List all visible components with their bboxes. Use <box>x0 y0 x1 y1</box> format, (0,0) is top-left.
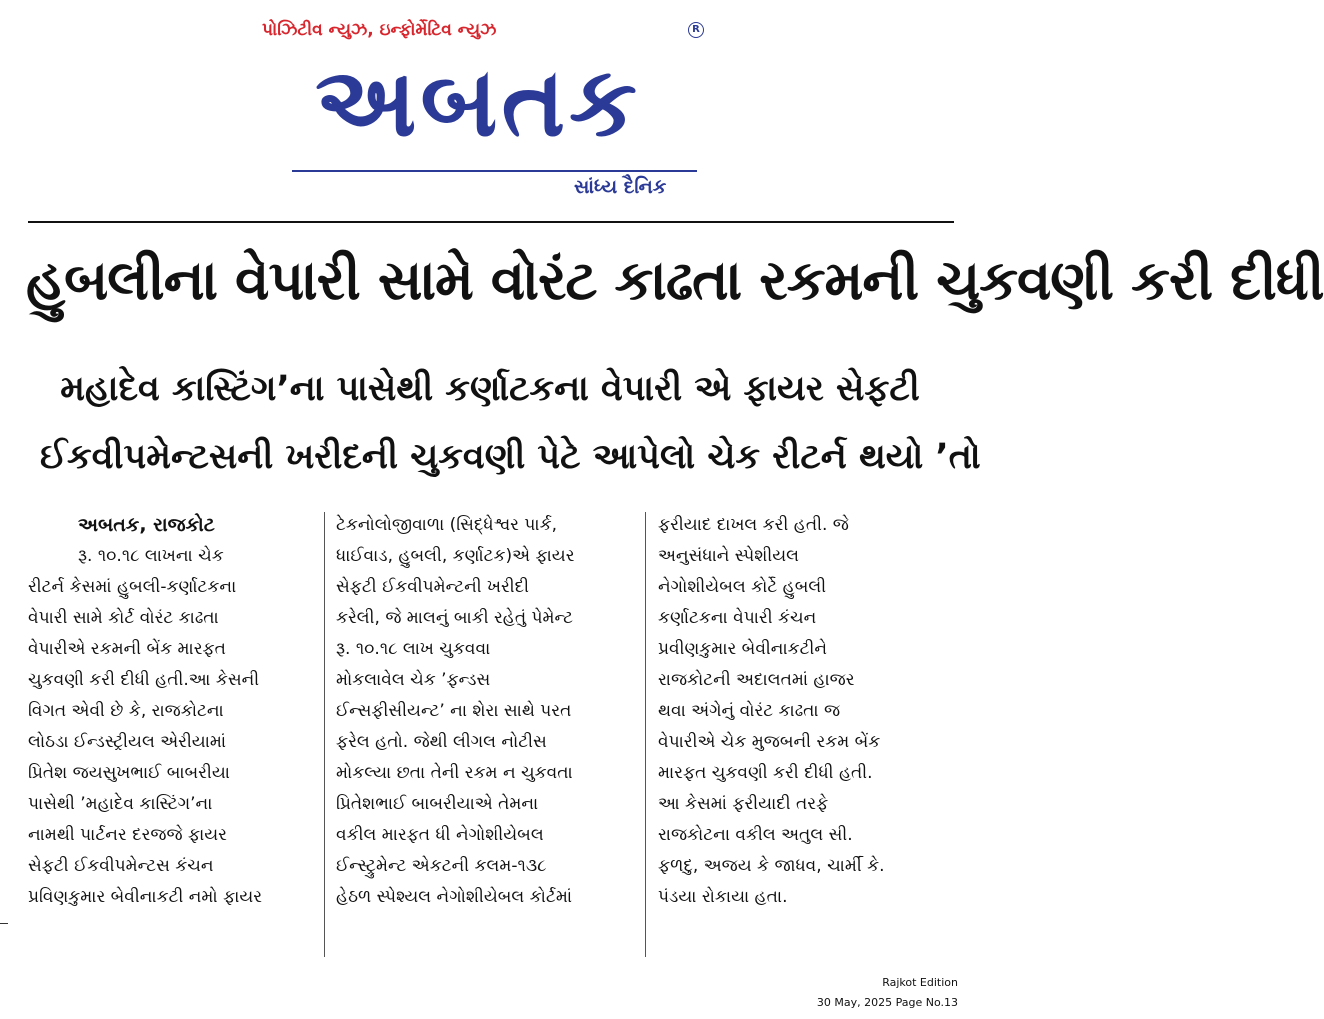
masthead-subtitle: સાંધ્ય દૈનિક <box>574 176 667 198</box>
article-line: રીટર્ન કેસમાં હુબલી-કર્ણાટકના <box>28 577 237 597</box>
date-page-label: 30 May, 2025 Page No.13 <box>816 996 958 1009</box>
page-edge-mark <box>0 923 8 924</box>
article-line: લોઠડા ઈન્ડસ્ટ્રીયલ એરીયામાં <box>28 732 227 752</box>
article-line: મારફત ચુકવણી કરી દીધી હતી. <box>658 763 873 783</box>
article-line: ઈન્સફીસીયન્ટ’ ના શેરા સાથે પરત <box>336 701 572 721</box>
article-line: પાસેથી ’મહાદેવ કાસ્ટિંગ’ના <box>28 794 213 814</box>
article-line: નેગોશીયેબલ કોર્ટે હુબલી <box>658 577 827 597</box>
article-column-3 <box>658 510 958 913</box>
article-line: ઈન્સ્ટ્રુમેન્ટ એકટની કલમ-૧૩૮ <box>336 856 547 876</box>
article-line: પ્રવિણકુમાર બેવીનાકટી નમો ફાયર <box>28 887 263 907</box>
article-line: નામથી પાર્ટનર દરજજે ફાયર <box>28 825 227 845</box>
article-subheadline-line: મહાદેવ કાસ્ટિંગ’ના પાસેથી કર્ણાટકના વેપારી એ ફાયર સેફટી <box>60 369 920 409</box>
masthead-rule <box>292 170 697 172</box>
article-headline: હુબલીના વેપારી સામે વોરંટ કાઢતા રકમની ચુકવણી કરી દીધી <box>26 248 1324 312</box>
column-separator <box>645 512 646 957</box>
article-line: થવા અંગેનું વોરંટ કાઢતા જ <box>658 701 841 721</box>
edition-label: Rajkot Edition <box>882 976 958 989</box>
article-line: પ્રવીણકુમાર બેવીનાકટીને <box>658 639 828 659</box>
article-line: સેફટી ઈકવીપમેન્ટની ખરીદી <box>336 577 530 597</box>
article-line: વેપારી સામે કોર્ટ વોરંટ કાઢતા <box>28 608 219 628</box>
article-line: ચુકવણી કરી દીધી હતી.આ કેસની <box>28 670 260 690</box>
article-line: રાજકોટની અદાલતમાં હાજર <box>658 670 855 690</box>
registered-mark: R <box>688 22 704 38</box>
article-subheadline-line: ઈકવીપમેન્ટસની ખરીદની ચુકવણી પેટે આપેલો ચેક રીટર્ન થયો ’તો <box>40 437 981 477</box>
article-line: પંડયા રોકાયા હતા. <box>658 887 788 907</box>
article-line: રાજકોટના વકીલ અતુલ સી. <box>658 825 853 845</box>
article-column-1 <box>28 510 328 913</box>
article-line: ફરેલ હતો. જેથી લીગલ નોટીસ <box>336 732 547 752</box>
article-column-2 <box>336 510 636 913</box>
article-line: મોકલાવેલ ચેક ’ફન્ડસ <box>336 670 491 690</box>
article-line: પ્રિતેશ જયસુખભાઈ બાબરીયા <box>28 763 230 783</box>
article-line: ફળદુ, અજય કે જાધવ, ચાર્મી કે. <box>658 856 885 876</box>
article-line: ધાઈવાડ, હુબલી, કર્ણાટક)એ ફાયર <box>336 546 575 566</box>
column-separator <box>324 512 325 957</box>
article-line: અનુસંધાને સ્પેશીયલ <box>658 546 799 566</box>
article-line: રૂ. ૧૦.૧૮ લાખ ચુકવવા <box>336 639 491 659</box>
article-line: વેપારીએ ચેક મુજબની રકમ બેંક <box>658 732 881 752</box>
article-line: મોકલ્યા છતા તેની રકમ ન ચુકવતા <box>336 763 573 783</box>
masthead-tagline: પોઝિટીવ ન્યુઝ, ઇન્ફોર્મેટિવ ન્યુઝ <box>262 20 497 40</box>
article-line: સેફટી ઈકવીપમેન્ટસ કંચન <box>28 856 214 876</box>
top-divider <box>28 221 954 223</box>
article-line: વેપારીએ રકમની બેંક મારફત <box>28 639 226 659</box>
article-line: વિગત એવી છે કે, રાજકોટના <box>28 701 224 721</box>
article-line: વકીલ મારફત ધી નેગોશીયેબલ <box>336 825 544 845</box>
article-line: ટેકનોલોજીવાળા (સિદ્ધેશ્વર પાર્ક, <box>336 515 557 535</box>
article-line: કર્ણાટકના વેપારી કંચન <box>658 608 817 628</box>
article-line: પ્રિતેશભાઈ બાબરીયાએ તેમના <box>336 794 539 814</box>
page-footer <box>817 973 958 1013</box>
article-line: ફરીયાદ દાખલ કરી હતી. જે <box>658 515 849 535</box>
article-line: આ કેસમાં ફરીયાદી તરફે <box>658 794 829 814</box>
article-line: રૂ. ૧૦.૧૮ લાખના ચેક <box>78 546 224 566</box>
article-dateline: અબતક, રાજકોટ <box>78 514 215 536</box>
article-line: કરેલી, જે માલનું બાકી રહેતું પેમેન્ટ <box>336 608 573 628</box>
article-line: હેઠળ સ્પેશ્યલ નેગોશીયેબલ કોર્ટમાં <box>336 887 572 907</box>
masthead-logo: અબતક <box>315 46 641 158</box>
